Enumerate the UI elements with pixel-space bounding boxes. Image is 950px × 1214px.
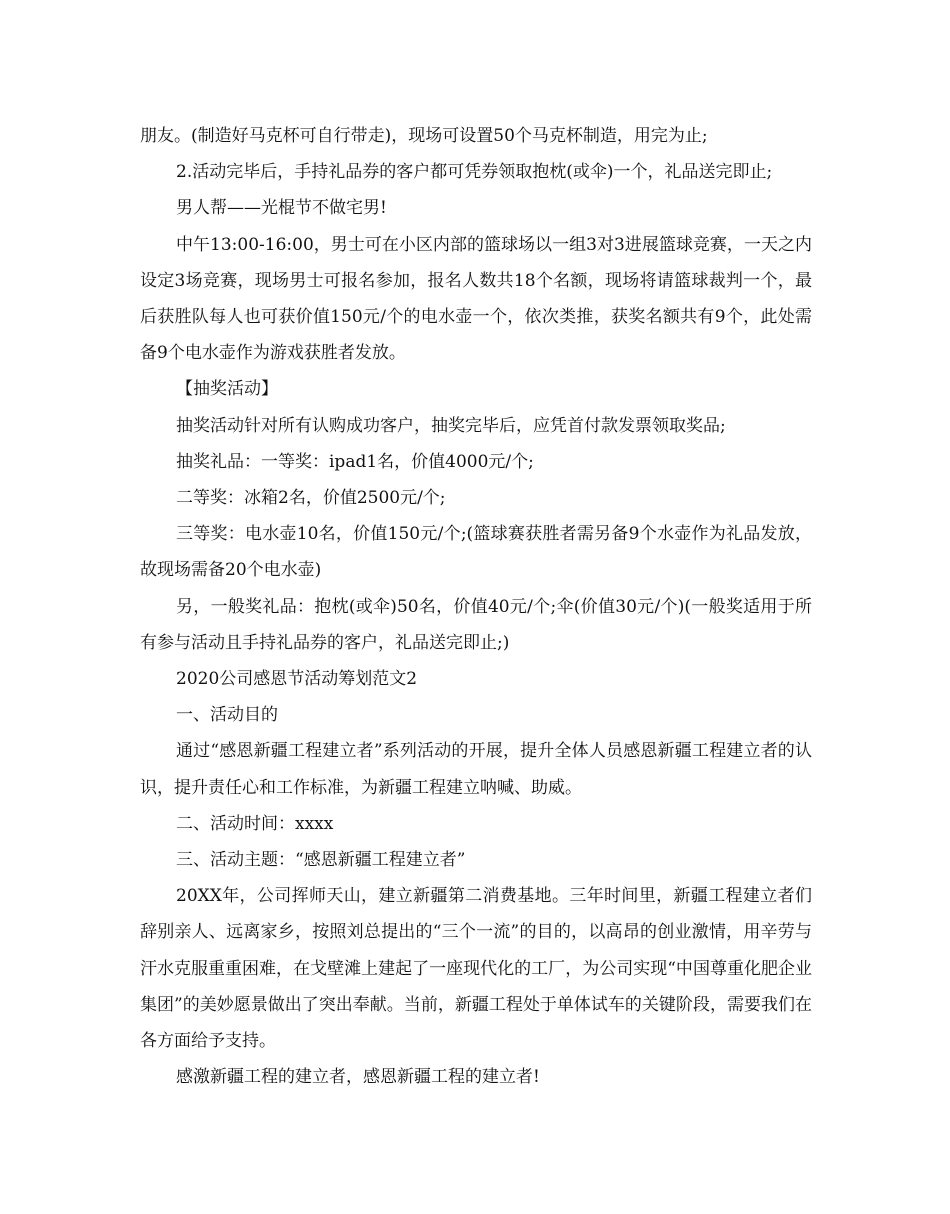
paragraph: 朋友。(制造好马克杯可自行带走)，现场可设置50个马克杯制造，用完为止; bbox=[140, 126, 708, 146]
section-heading: 【抽奖活动】 bbox=[176, 379, 278, 400]
paragraph: 另，一般奖礼品：抱枕(或伞)50名，价值40元/个;伞(价值30元/个)(一般奖适用于所有参与活动且手持礼品券的客户，礼品送完即止;) bbox=[140, 596, 812, 653]
section-heading: 二、活动时间：xxxx bbox=[176, 813, 334, 834]
paragraph: 2.活动完毕后，手持礼品券的客户都可凭券领取抱枕(或伞)一个，礼品送完即止; bbox=[176, 162, 773, 183]
paragraph: 二等奖：冰箱2名，价值2500元/个; bbox=[176, 488, 446, 509]
document-title: 2020公司感恩节活动筹划范文2 bbox=[176, 669, 418, 690]
paragraph: 三等奖：电水壶10名，价值150元/个;(篮球赛获胜者需另备9个水壶作为礼品发放，故现场需备20个电水壶) bbox=[140, 524, 812, 581]
section-heading: 一、活动目的 bbox=[176, 705, 278, 726]
paragraph: 感激新疆工程的建立者，感恩新疆工程的建立者! bbox=[176, 1067, 540, 1088]
paragraph: 抽奖礼品：一等奖：ipad1名，价值4000元/个; bbox=[176, 451, 534, 472]
paragraph: 抽奖活动针对所有认购成功客户，抽奖完毕后，应凭首付款发票领取奖品; bbox=[176, 415, 726, 436]
paragraph: 中午13:00-16:00，男士可在小区内部的篮球场以一组3对3进展篮球竞赛，一天之内设定3场竞赛，现场男士可报名参加，报名人数共18个名额，现场将请篮球裁判一个，最后获胜队每人也可获价值150元/个的电水壶一个，依次类推，获奖名额共有9个，此处需备9个电水壶作为游戏获胜者发放。 bbox=[140, 234, 812, 364]
paragraph: 男人帮——光棍节不做宅男! bbox=[176, 198, 387, 219]
document-body bbox=[140, 118, 812, 1095]
paragraph: 通过“感恩新疆工程建立者”系列活动的开展，提升全体人员感恩新疆工程建立者的认识，提升责任心和工作标准，为新疆工程建立呐喊、助威。 bbox=[140, 741, 812, 798]
section-heading: 三、活动主题：“感恩新疆工程建立者” bbox=[176, 850, 466, 871]
paragraph: 20XX年，公司挥师天山，建立新疆第二消费基地。三年时间里，新疆工程建立者们辞别亲人、远离家乡，按照刘总提出的“三个一流”的目的，以高昂的创业激情，用辛劳与汗水克服重重困难，在戈壁滩上建起了一座现代化的工厂，为公司实现“中国尊重化肥企业集团”的美妙愿景做出了突出奉献。当前，新疆工程处于单体试车的关键阶段，需要我们在各方面给予支持。 bbox=[140, 886, 812, 1052]
